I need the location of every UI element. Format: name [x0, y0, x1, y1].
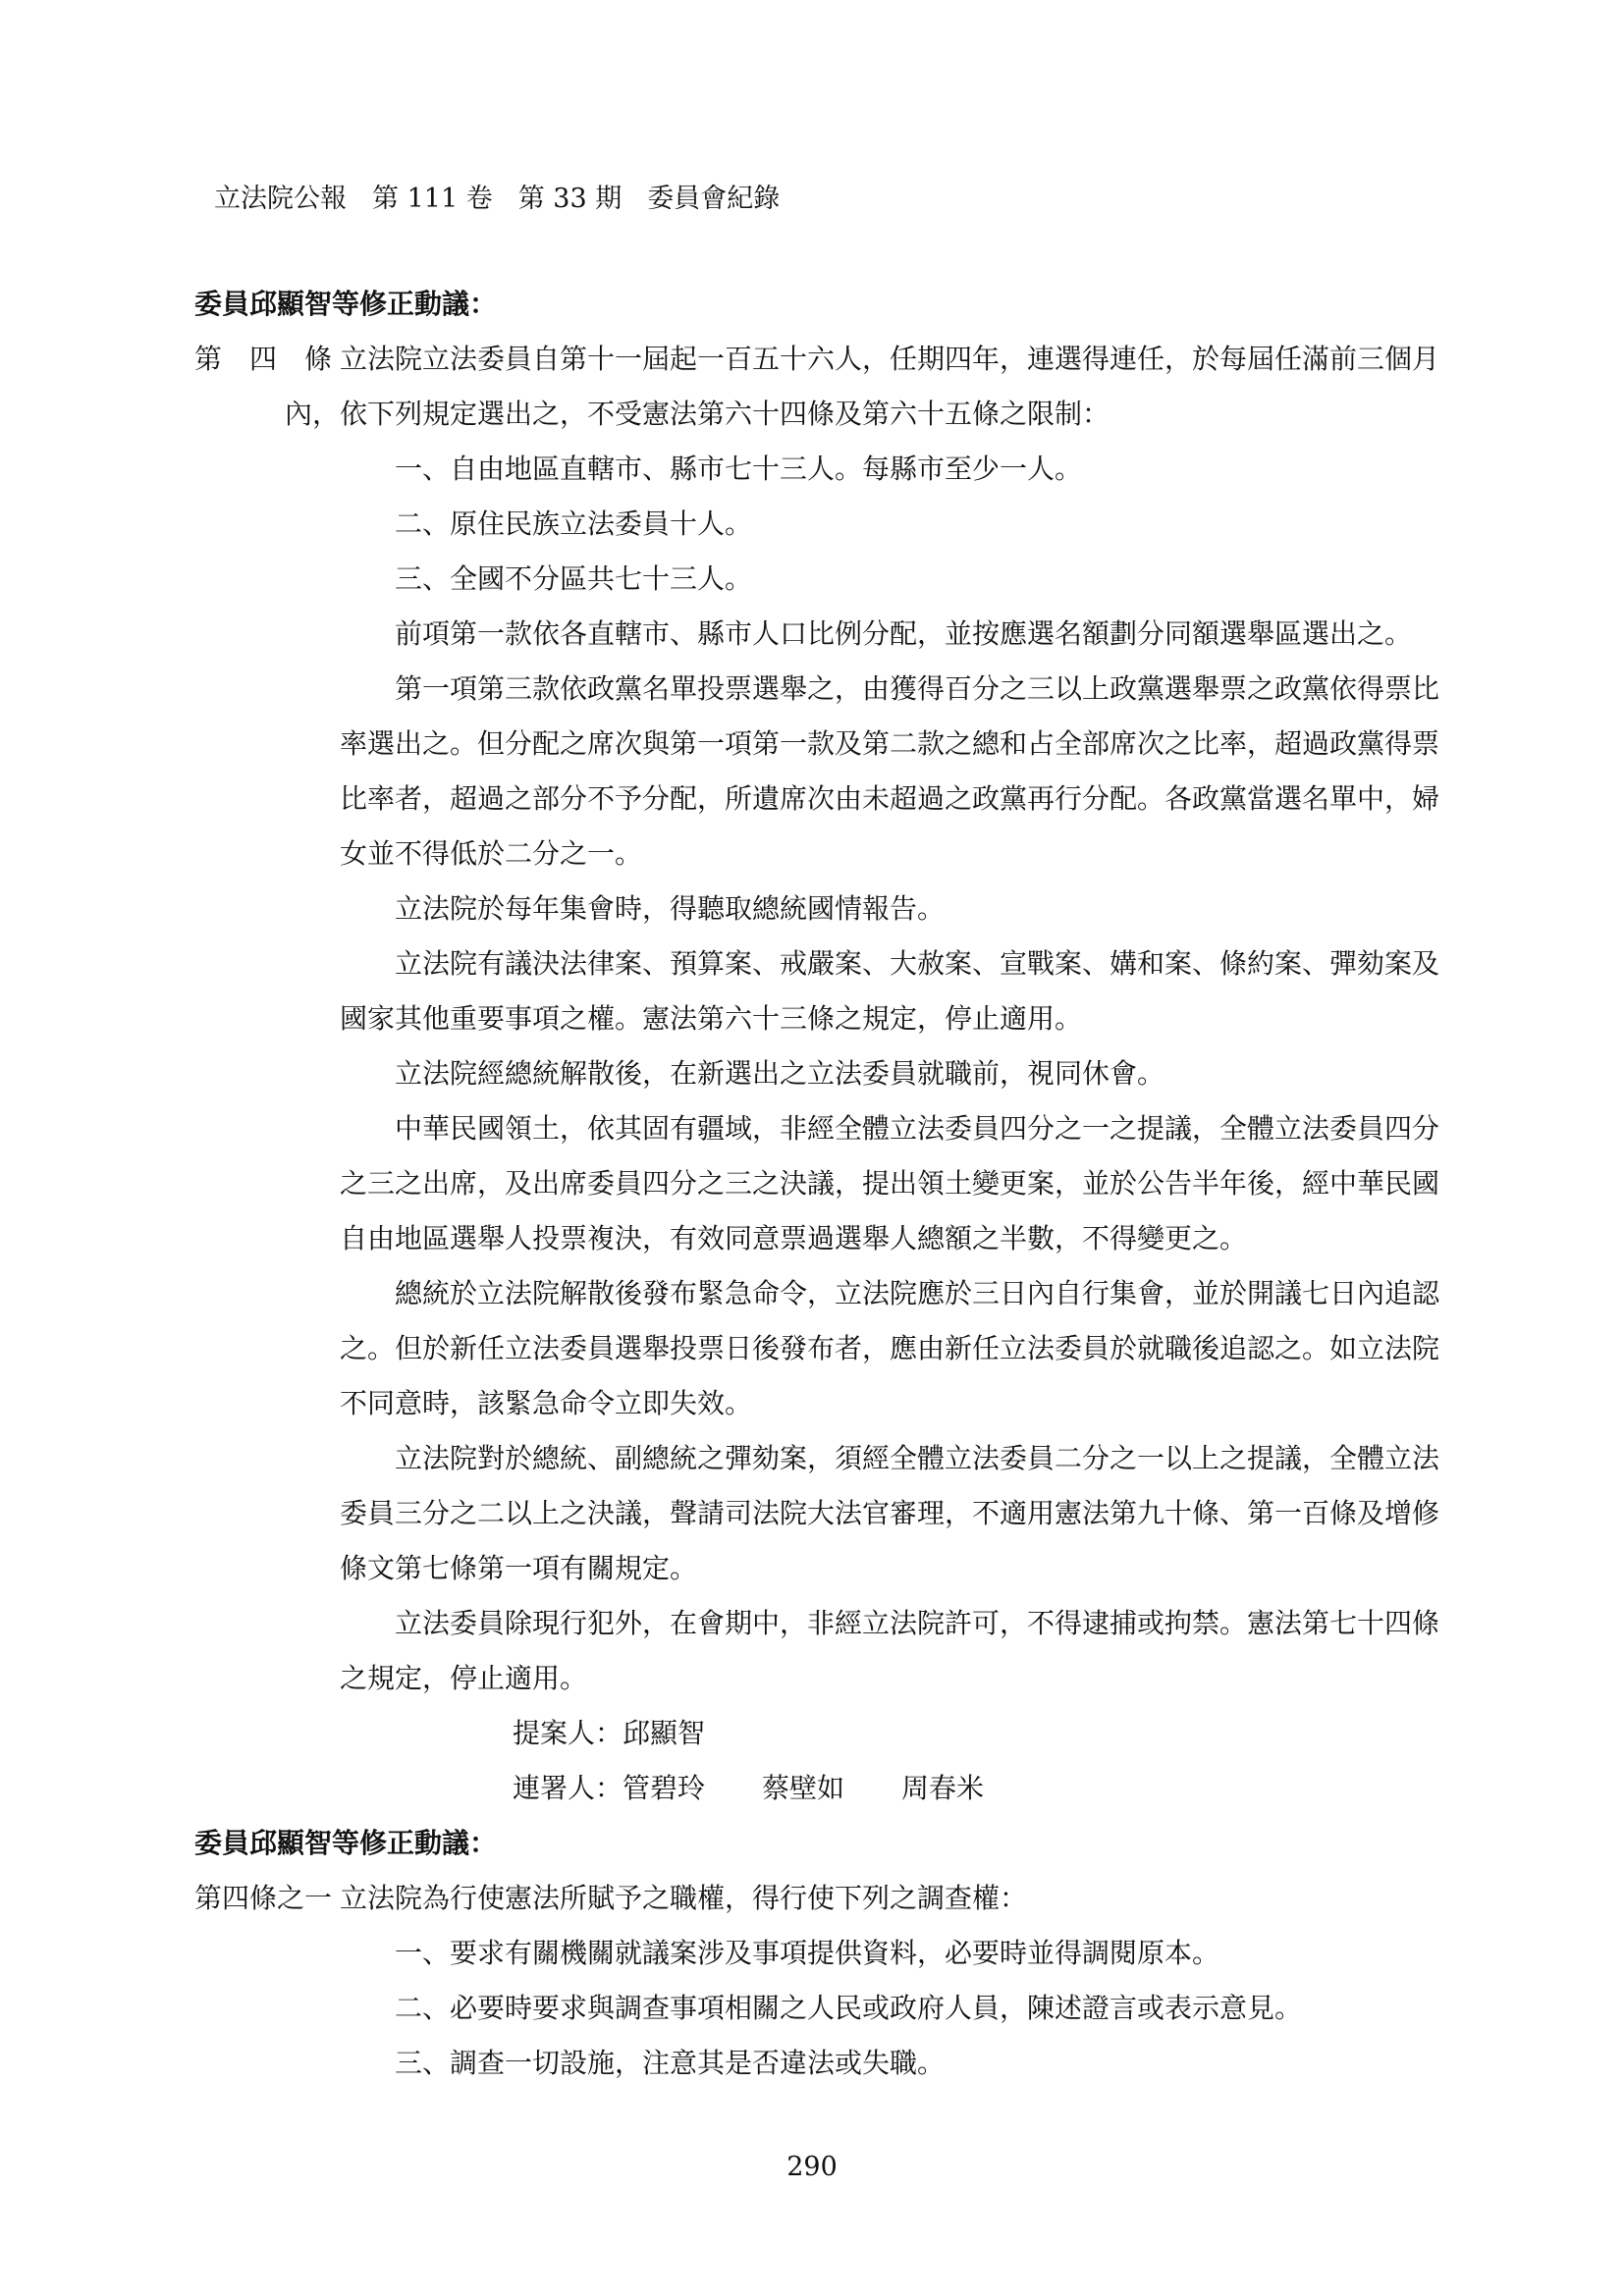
article-4-1 [194, 1871, 1441, 2091]
article-item: 一、自由地區直轄市、縣市七十三人。每縣市至少一人。 [395, 453, 1083, 485]
article-label: 第 四 條 [194, 343, 333, 375]
page-number: 290 [786, 2152, 838, 2182]
issue-number: 第 33 期 [517, 184, 623, 214]
motion-heading: 委員邱顯智等修正動議： [194, 288, 498, 320]
volume-number: 第 111 卷 [372, 184, 493, 214]
cosigner-label: 連署人： [513, 1772, 623, 1804]
page-header [214, 177, 805, 215]
article-item: 一、要求有關機關就議案涉及事項提供資料，必要時並得調閱原本。 [395, 1937, 1220, 1969]
article-paragraph: 第一項第三款依政黨名單投票選舉之，由獲得百分之三以上政黨選舉票之政黨依得票比率選出之。但分配之席次與第一項第一款及第二款之總和占全部席次之比率，超過政黨得票比率者，超過之部分不予分配，所遺席次由未超過之政黨再行分配。各政黨當選名單中，婦女並不得低於二分之一。 [340, 672, 1440, 870]
article-paragraph: 總統於立法院解散後發布緊急命令，立法院應於三日內自行集會，並於開議七日內追認之。但於新任立法委員選舉投票日後發布者，應由新任立法委員於就職後追認之。如立法院不同意時，該緊急命令立即失效。 [340, 1277, 1440, 1419]
article-item: 三、全國不分區共七十三人。 [395, 562, 753, 595]
article-item: 二、必要時要求與調查事項相關之人民或政府人員，陳述證言或表示意見。 [395, 1992, 1303, 2024]
cosigner-name: 周春米 [901, 1772, 985, 1804]
article-paragraph: 立法院立法委員自第十一屆起一百五十六人，任期四年，連選得連任，於每屆任滿前三個月內，依下列規定選出之，不受憲法第六十四條及第六十五條之限制： [285, 343, 1440, 430]
article-4 [194, 332, 1441, 1816]
motion-heading: 委員邱顯智等修正動議： [194, 1827, 498, 1859]
article-paragraph: 中華民國領土，依其固有疆域，非經全體立法委員四分之一之提議，全體立法委員四分之三之出席，及出席委員四分之三之決議，提出領土變更案，並於公告半年後，經中華民國自由地區選舉人投票複決，有效同意票過選舉人總額之半數，不得變更之。 [340, 1112, 1440, 1255]
publication-name: 立法院公報 [214, 184, 347, 214]
signatories [513, 1706, 1439, 1816]
cosigner-name: 蔡壁如 [762, 1772, 845, 1804]
section-name: 委員會紀錄 [647, 184, 781, 214]
cosigner-line [513, 1761, 1439, 1816]
article-label: 第四條之一 [194, 1882, 333, 1914]
article-item: 二、原住民族立法委員十人。 [395, 507, 753, 540]
article-paragraph: 立法院於每年集會時，得聽取總統國情報告。 [395, 892, 946, 925]
cosigner-name: 管碧玲 [623, 1772, 706, 1804]
proposer-label: 提案人： [513, 1717, 623, 1749]
article-text [285, 332, 1440, 1816]
article-text [340, 1871, 1439, 2091]
article-item: 三、調查一切設施，注意其是否違法或失職。 [395, 2047, 946, 2079]
proposer-name: 邱顯智 [623, 1717, 706, 1749]
article-paragraph: 立法院有議決法律案、預算案、戒嚴案、大赦案、宣戰案、媾和案、條約案、彈劾案及國家其他重要事項之權。憲法第六十三條之規定，停止適用。 [340, 947, 1440, 1035]
article-paragraph: 立法院對於總統、副總統之彈劾案，須經全體立法委員二分之一以上之提議，全體立法委員三分之二以上之決議，聲請司法院大法官審理，不適用憲法第九十條、第一百條及增修條文第七條第一項有關規定。 [340, 1442, 1440, 1584]
proposer-line [513, 1706, 1439, 1761]
article-paragraph: 前項第一款依各直轄市、縣市人口比例分配，並按應選名額劃分同額選舉區選出之。 [395, 617, 1413, 650]
article-paragraph: 立法院為行使憲法所賦予之職權，得行使下列之調查權： [340, 1882, 1028, 1914]
article-paragraph: 立法委員除現行犯外，在會期中，非經立法院許可，不得逮捕或拘禁。憲法第七十四條之規定，停止適用。 [340, 1607, 1440, 1694]
document-body [194, 277, 1441, 2091]
article-paragraph: 立法院經總統解散後，在新選出之立法委員就職前，視同休會。 [395, 1057, 1165, 1090]
